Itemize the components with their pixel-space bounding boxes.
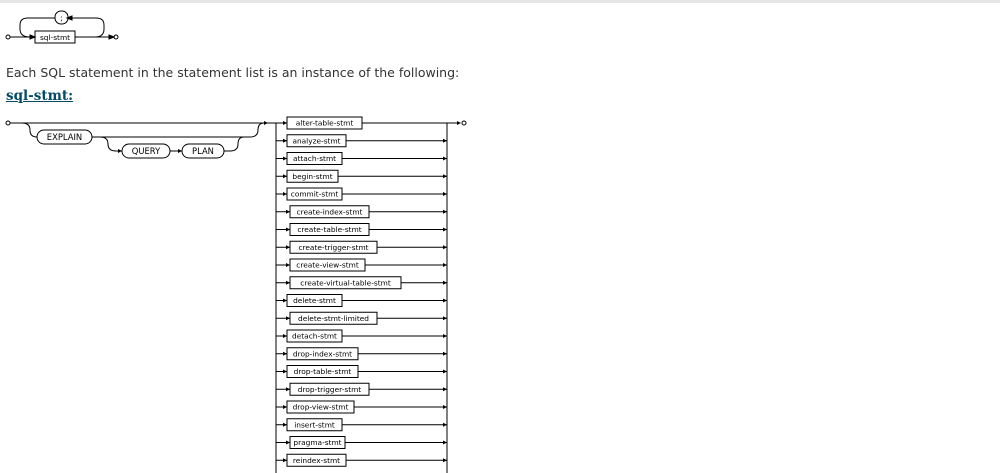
stmt-node-detach-stmt[interactable] [276, 330, 447, 342]
stmt-node-commit-stmt[interactable] [276, 188, 447, 200]
semicolon-label: ; [60, 13, 63, 23]
stmt-node-pragma-stmt[interactable] [276, 437, 447, 449]
main-end-dot [462, 121, 466, 125]
explain-label: EXPLAIN [46, 132, 83, 142]
stmt-label: alter-table-stmt [295, 118, 354, 128]
stmt-node-create-table-stmt[interactable] [276, 224, 447, 236]
stmt-label: begin-stmt [292, 171, 333, 181]
plan-label: PLAN [192, 146, 214, 156]
sql-stmt-heading[interactable]: sql-stmt: [6, 88, 74, 104]
stmt-label: create-view-stmt [296, 260, 359, 270]
stmt-node-alter-table-stmt[interactable] [276, 117, 447, 129]
stmt-node-create-trigger-stmt[interactable] [276, 241, 447, 253]
stmt-label: attach-stmt [292, 154, 337, 164]
stmt-label: create-virtual-table-stmt [300, 278, 391, 288]
stmt-node-begin-stmt[interactable] [276, 170, 447, 182]
stmt-label: drop-index-stmt [292, 349, 353, 359]
stmt-node-drop-table-stmt[interactable] [276, 366, 447, 378]
stmt-label: reindex-stmt [292, 455, 341, 465]
sql-stmt-label: sql-stmt [39, 33, 71, 42]
stmt-label: insert-stmt [294, 420, 335, 430]
sql-stmt-diagram [0, 113, 480, 473]
stmt-label: pragma-stmt [293, 438, 342, 448]
stmt-node-insert-stmt[interactable] [276, 419, 447, 431]
main-start-dot [6, 121, 10, 125]
stmt-node-reindex-stmt[interactable] [276, 454, 447, 466]
stmt-label: delete-stmt [293, 296, 336, 306]
sql-stmt-list-diagram [0, 3, 140, 53]
top-border [0, 0, 1000, 3]
stmt-label: commit-stmt [290, 189, 339, 199]
stmt-node-create-view-stmt[interactable] [276, 259, 447, 271]
stmt-label: create-table-stmt [297, 225, 362, 235]
stmt-node-drop-view-stmt[interactable] [276, 401, 447, 413]
stmt-node-analyze-stmt[interactable] [276, 135, 447, 147]
stmt-node-delete-stmt-limited[interactable] [276, 312, 447, 324]
stmt-label: drop-trigger-stmt [297, 384, 362, 394]
stmt-label: delete-stmt-limited [298, 313, 369, 323]
stmt-label: create-trigger-stmt [298, 242, 369, 252]
stmt-label: analyze-stmt [292, 136, 341, 146]
stmt-node-drop-index-stmt[interactable] [276, 348, 447, 360]
diagram-start-dot [6, 35, 10, 39]
stmt-node-delete-stmt[interactable] [276, 295, 447, 307]
intro-paragraph: Each SQL statement in the statement list is an instance of the following: [6, 65, 460, 80]
query-label: QUERY [131, 146, 161, 156]
stmt-node-attach-stmt[interactable] [276, 153, 447, 165]
stmt-label: drop-view-stmt [292, 402, 349, 412]
stmt-label: drop-table-stmt [293, 367, 352, 377]
stmt-node-create-index-stmt[interactable] [276, 206, 447, 218]
stmt-node-create-virtual-table-stmt[interactable] [276, 277, 447, 289]
stmt-label: create-index-stmt [296, 207, 363, 217]
stmt-label: detach-stmt [292, 331, 337, 341]
stmt-node-drop-trigger-stmt[interactable] [276, 383, 447, 395]
